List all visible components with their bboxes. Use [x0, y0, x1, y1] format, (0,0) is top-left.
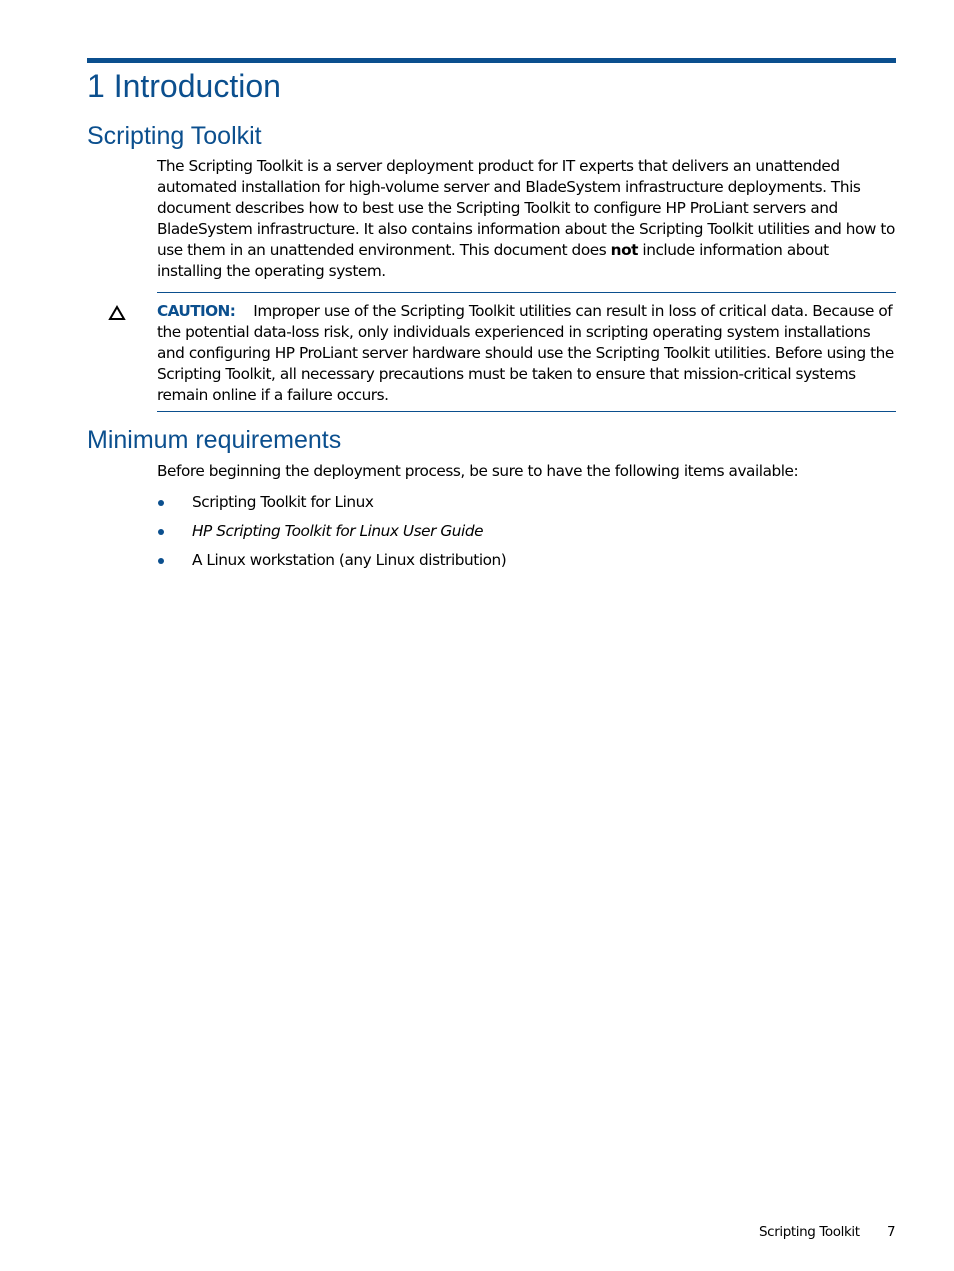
- footer-section-title: Scripting Toolkit: [759, 1224, 860, 1240]
- minimum-requirements-intro: Before beginning the deployment process, be sure to have the following items available:: [157, 462, 799, 480]
- list-item-text: HP Scripting Toolkit for Linux User Guide: [192, 522, 484, 540]
- list-item-text: Scripting Toolkit for Linux: [192, 493, 374, 511]
- chapter-top-rule: [87, 58, 896, 63]
- warning-triangle-icon: [108, 305, 126, 321]
- section-title-scripting-toolkit: Scripting Toolkit: [87, 122, 262, 150]
- bullet-dot-icon: [158, 558, 164, 564]
- caution-top-rule: [157, 292, 896, 293]
- list-item: [157, 546, 857, 575]
- requirements-list: [157, 488, 857, 575]
- caution-label: CAUTION:: [157, 302, 236, 320]
- paragraph-bold-not: not: [610, 240, 638, 259]
- list-item-text: A Linux workstation (any Linux distribution): [192, 551, 507, 569]
- chapter-title: 1 Introduction: [87, 68, 281, 104]
- caution-text: Improper use of the Scripting Toolkit utilities can result in loss of critical data. Because of the potential data-loss risk, only individuals experienced in scripting operating system installations and configuring HP ProLiant server hardware should use the Scripting Toolkit utilities. Before using the Scripting Toolkit, all necessary precautions must be taken to ensure that mission-critical systems remain online if a failure occurs.: [157, 302, 894, 404]
- list-item: [157, 517, 857, 546]
- list-item: [157, 488, 857, 517]
- caution-note: [157, 301, 896, 406]
- bullet-dot-icon: [158, 500, 164, 506]
- scripting-toolkit-paragraph: [157, 156, 896, 281]
- section-title-minimum-requirements: Minimum requirements: [87, 426, 342, 454]
- caution-bottom-rule: [157, 411, 896, 412]
- footer-page-number: 7: [887, 1224, 896, 1240]
- paragraph-text-part1: The Scripting Toolkit is a server deployment product for IT experts that delivers an unattended automated installation for high-volume server and BladeSystem infrastructure deployments. This document describes how to best use the Scripting Toolkit to configure HP ProLiant servers and BladeSystem infrastructure. It also contains information about the Scripting Toolkit utilities and how to use them in an unattended environment. This document does: [157, 157, 895, 259]
- paragraph-text-part2: include information about installing the operating system.: [157, 240, 829, 280]
- bullet-dot-icon: [158, 529, 164, 535]
